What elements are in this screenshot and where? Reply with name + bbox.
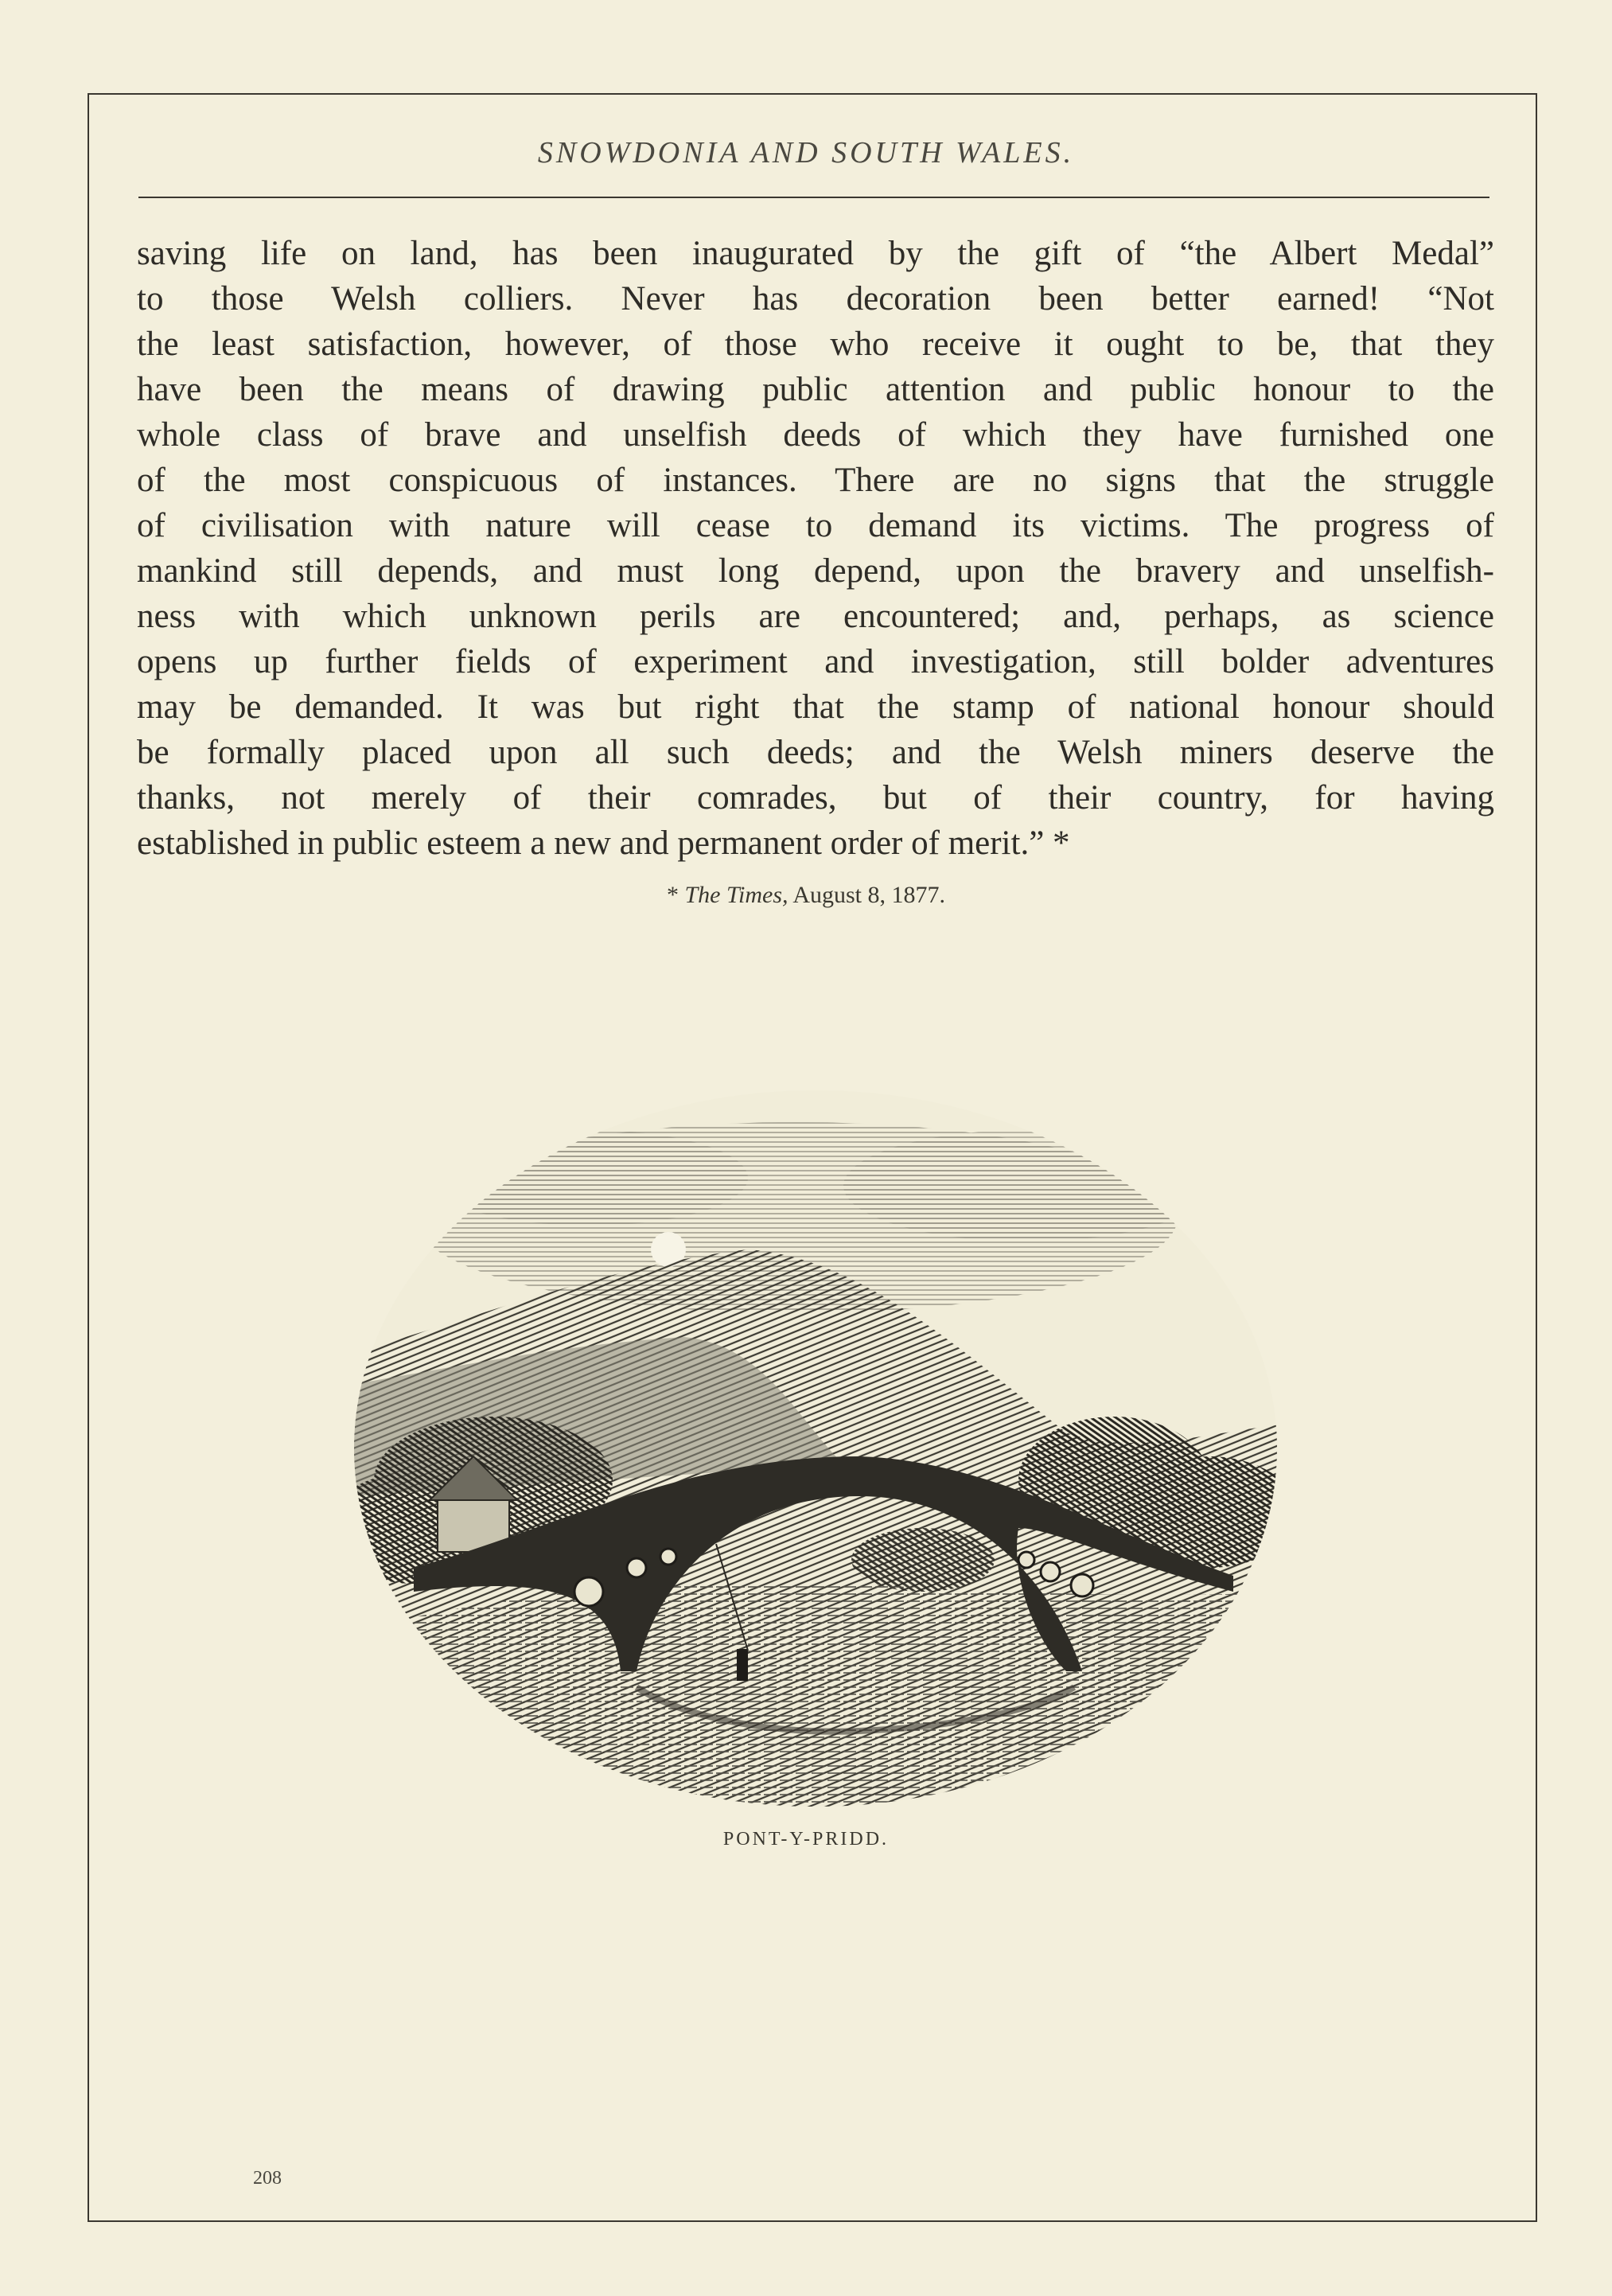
footnote-marker: * bbox=[666, 882, 685, 908]
bushes-center bbox=[851, 1528, 995, 1592]
text-line: mankind still depends, and must long depend, upon the bravery and unselfish- bbox=[137, 552, 1494, 590]
footnote bbox=[0, 882, 1612, 909]
text-line: saving life on land, has been inaugurated by the gift of “the Albert Medal” bbox=[137, 235, 1494, 272]
text-line: the least satisfaction, however, of those who receive it ought to be, that they bbox=[137, 325, 1494, 363]
bridge-opening bbox=[1041, 1562, 1060, 1581]
text-line: ness with which unknown perils are encountered; and, perhaps, as science bbox=[137, 598, 1494, 635]
bridge-opening bbox=[1071, 1574, 1093, 1596]
text-line: opens up further fields of experiment and investigation, still bolder adventures bbox=[137, 643, 1494, 680]
body-paragraph bbox=[137, 231, 1494, 866]
bridge-opening bbox=[1018, 1552, 1034, 1568]
text-line: to those Welsh colliers. Never has decoration been better earned! “Not bbox=[137, 280, 1494, 318]
running-head: SNOWDONIA AND SOUTH WALES. bbox=[537, 136, 1075, 170]
bridge-opening bbox=[627, 1558, 646, 1577]
text-line: thanks, not merely of their comrades, but of their country, for having bbox=[137, 779, 1494, 817]
header-rule bbox=[138, 197, 1489, 198]
cloud-bank bbox=[430, 1130, 748, 1226]
text-line: whole class of brave and unselfish deeds of which they have furnished one bbox=[137, 416, 1494, 454]
page-number: 208 bbox=[253, 2168, 282, 2189]
text-line: be formally placed upon all such deeds; and the Welsh miners deserve the bbox=[137, 734, 1494, 771]
text-line: may be demanded. It was but right that the stamp of national honour should bbox=[137, 688, 1494, 726]
text-line: of the most conspicuous of instances. There are no signs that the struggle bbox=[137, 462, 1494, 499]
cloud-bank bbox=[843, 1130, 1209, 1242]
bridge-opening bbox=[660, 1549, 676, 1565]
fisherman bbox=[737, 1649, 748, 1681]
text-line: of civilisation with nature will cease to demand its victims. The progress of bbox=[137, 507, 1494, 544]
bridge-engraving bbox=[350, 1082, 1281, 1815]
footnote-date: August 8, 1877. bbox=[788, 882, 946, 908]
text-line: established in public esteem a new and permanent order of merit.” * bbox=[137, 824, 1070, 862]
illustration-caption: PONT-Y-PRIDD. bbox=[722, 1829, 890, 1850]
footnote-source: The Times, bbox=[684, 882, 788, 908]
text-line: have been the means of drawing public attention and public honour to the bbox=[137, 371, 1494, 408]
bridge-opening bbox=[574, 1577, 603, 1606]
river bbox=[350, 1582, 1281, 1815]
